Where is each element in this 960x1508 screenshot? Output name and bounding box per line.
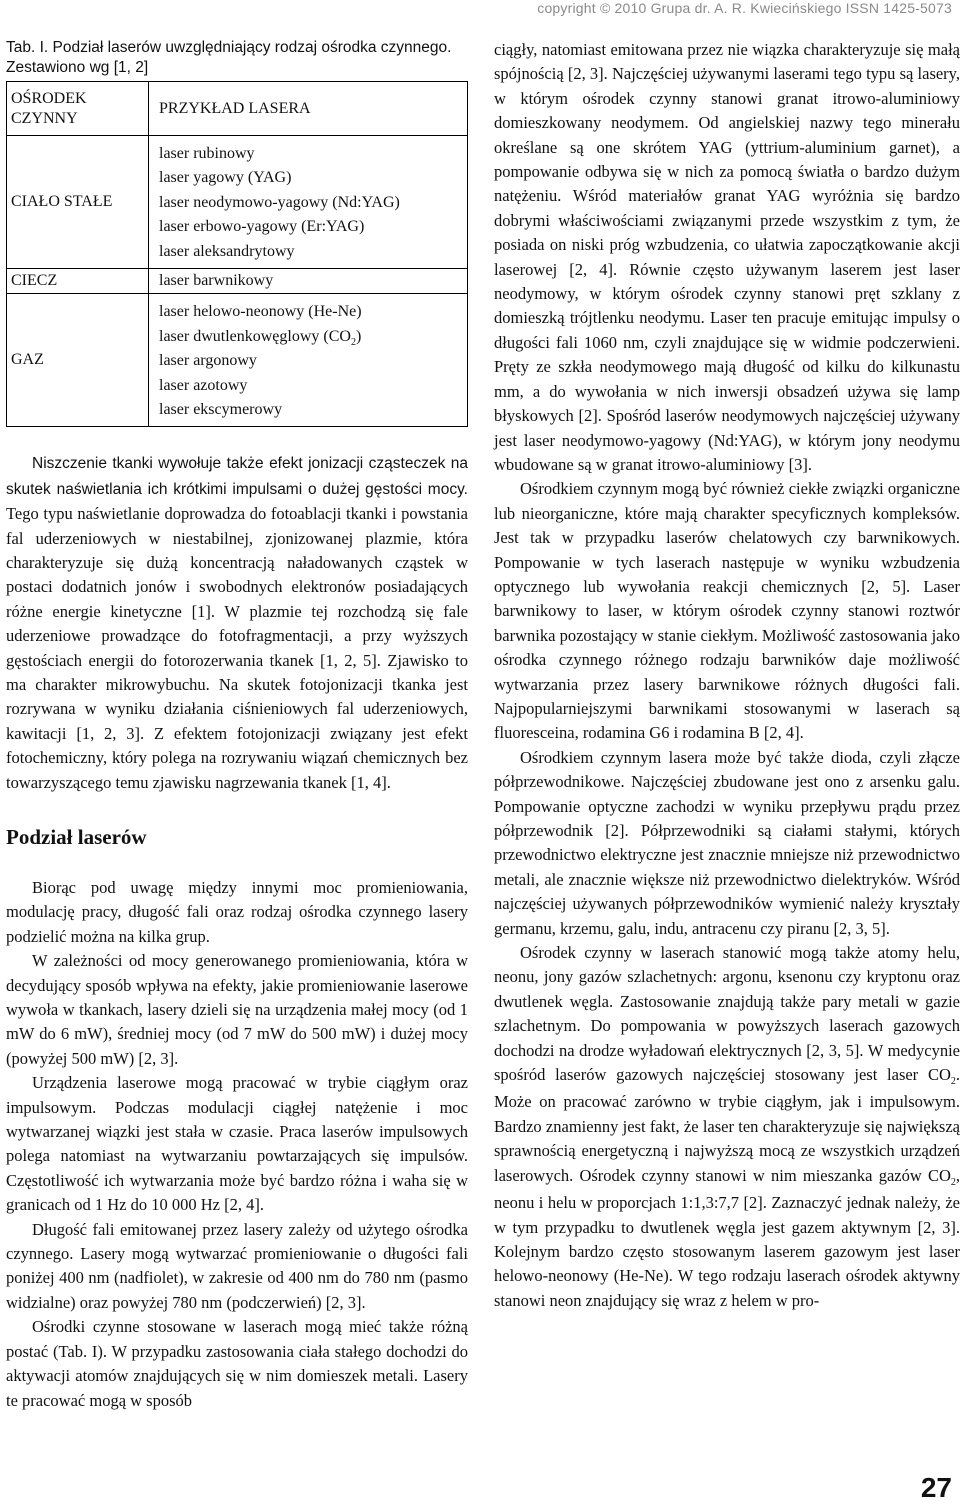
subscript: 2 <box>950 1176 956 1188</box>
subscript: 2 <box>350 336 356 348</box>
body-paragraph: Ośrodkiem czynnym lasera może być także dioda, czyli złącze półprzewodnikowe. Najczęściej zbudowane jest ono z arsenku galu. Pompowanie optyczne zachodzi w wyniku przepływu prądu przez półprzewodnik [2]. Półprzewodniki są ciałami stałymi, których przewodnictwo elektryczne jest znacznie mniejsze niż przewodnictwo metali, ale znacznie większe niż przewodnictwo dielektryków. Wśród najczęściej używanych półprzewodników wymienić należy kryształy germanu, krzemu, galu, indu, antracenu czy piranu [2, 3, 5]. <box>494 747 960 938</box>
table-header-example: PRZYKŁAD LASERA <box>149 82 468 136</box>
body-paragraph: ciągły, natomiast emitowana przez nie wiązka charakteryzuje się małą spójnością [2, 3]. Najczęściej używanymi laserami tego typu są lasery, w którym ośrodek czynny stanowi granat itrowo-aluminiowy domieszkowany neodymem. Od angielskiej nazwy tego minerału określane są one skrótem YAG (yttrium-aluminium garnet), a pompowanie odbywa się w nich za pomocą światła o bardzo dużym natężeniu. Wśród materiałów granat YAG wyróżnia się bardzo dobrymi właściwościami związanymi przede wszystkim z tym, że posiada on niski próg wzbudzenia, co ułatwia zapoczątkowanie akcji laserowej [2, 4]. Równie często używanym laserem jest laser neodymowy, w którym ośrodek czynny stanowi pręt szklany z domieszką trójtlenku neodymu. Laser ten pracuje emitując impulsy o długości fali 1060 nm, czyli znajdujące się w widmie podczerwieni. Pręty ze szkła neodymowego mają długość od kilku do kilkunastu mm, a do wywołania w nich inwersji obsadzeń używa się lamp błyskowych [2]. Spośród laserów neodymowych najczęściej używany jest laser neodymowo-yagowy (Nd:YAG), w którym jony neodymu wbudowane są w granat itrowo-aluminiowy [3]. <box>494 40 960 474</box>
section-heading: Podział laserów <box>6 824 147 849</box>
body-paragraph <box>494 941 960 1313</box>
table-example-text: laser dwutlenkowęglowy (CO <box>159 327 351 345</box>
body-paragraph: W zależności od mocy generowanego promieniowania, która w decydujący sposób wpływa na efekty, jakie promieniowanie laserowe wywoła w tkankach, lasery dzieli się na urządzenia małej mocy (od 1 mW do 6 mW), średniej mocy (od 7 mW do 500 mW) i dużej mocy (powyżej 500 mW) [2, 3]. <box>6 951 468 1068</box>
body-text: Ośrodek czynny w laserach stanowić mogą także atomy helu, neonu, jony gazów szlachetnych: argonu, ksenonu czy kryptonu oraz dwutlenek węgla. Zastosowanie znajdują także pary metali w gazie szlachetnym. Do pompowania w powyższych laserach gazowych dochodzi na drodze wyładowań elektrycznych [2, 3, 5]. W medycynie spośród laserów gazowych najczęściej stosowany jest laser CO <box>494 943 960 1085</box>
table-row <box>7 294 468 427</box>
table-example: laser barwnikowy <box>159 271 274 289</box>
table-example: laser neodymowo-yagowy (Nd:YAG) <box>159 193 400 211</box>
body-paragraph: Ośrodki czynne stosowane w laserach mogą mieć także różną postać (Tab. I). W przypadku zastosowania ciała stałego dochodzi do aktywacji atomów znajdujących się w nim domieszek metali. Lasery te pracować mogą w sposób <box>6 1317 468 1410</box>
table-example: laser argonowy <box>159 352 257 370</box>
table-cell-examples <box>149 136 468 269</box>
right-column <box>494 38 960 1313</box>
subscript: 2 <box>950 1076 956 1088</box>
table-example: laser aleksandrytowy <box>159 242 295 260</box>
left-column <box>6 38 468 1413</box>
body-text: . Może on pracować zarówno w trybie ciągłym, jak i impulsowym. Bardzo znamienny jest fakt, że laser ten charakteryzuje się największą sprawnością energetyczną i najwyższą mocą ze wszystkich urządzeń laserowych. Ośrodek czynny stanowi w nim mieszanka gazów CO <box>494 1065 960 1185</box>
table-example: laser yagowy (YAG) <box>159 169 292 187</box>
body-text: Tego typu naświetlanie doprowadza do fotoablacji tkanki i powstania fal uderzeniowych w niestabilnej, zjonizowanej plazmie, która charakteryzuje się dużą koncentracją naładowanych cząstek w postaci dodatnich jonów i swobodnych elektronów posiadających różne energie kinetyczne [1]. W plazmie tej rozchodzą się fale uderzeniowe prowadzące do fotofragmentacji, a przy wyższych gęstościach energii do fotorozerwania tkanek [1, 2, 5]. Zjawisko to ma charakter mikrowybuchu. Na skutek fotojonizacji tkanka jest rozrywana w wyniku działania ciśnieniowych fal uderzeniowych, kawitacji [1, 2, 3]. Z efektem fotojonizacji związany jest efekt fotochemiczny, który polega na rozrywaniu wiązań chemicznych bez towarzyszącego temu zjawisku nagrzewania tkanek [1, 4]. <box>6 504 468 792</box>
laser-table <box>6 81 468 427</box>
body-text-sans: Niszczenie tkanki wywołuje także efekt jonizacji cząsteczek na skutek naświetlania ich krótkimi impulsami o dużej gęstości mocy. <box>6 455 468 498</box>
body-paragraph: Urządzenia laserowe mogą pracować w trybie ciągłym oraz impulsowym. Podczas modulacji ciągłej natężenie i moc wytwarzanej wiązki jest stała w czasie. Praca laserów impulsowych polega natomiast na wytwarzaniu powtarzających się impulsów. Częstotliwość ich wytwarzania może być bardzo różna i waha się w granicach od 1 Hz do 10 000 Hz [2, 4]. <box>6 1073 468 1215</box>
table-header-row <box>7 82 468 136</box>
table-cell-medium: GAZ <box>7 294 149 427</box>
body-paragraph: Długość fali emitowanej przez lasery zależy od użytego ośrodka czynnego. Lasery mogą wytwarzać promieniowanie o długości fali poniżej 400 nm (nadfiolet), w zakresie od 400 nm do 780 nm (pasmo widzialne) oraz powyżej 780 nm (podczerwień) [2, 3]. <box>6 1219 468 1312</box>
table-cell-examples <box>149 268 468 293</box>
table-cell-medium: CIAŁO STAŁE <box>7 136 149 269</box>
table-example: laser ekscymerowy <box>159 400 283 418</box>
table-row <box>7 136 468 269</box>
body-paragraph: Biorąc pod uwagę między innymi moc promieniowania, modulację pracy, długość fali oraz rodzaj ośrodka czynnego lasery podzielić można na kilka grup. <box>6 877 468 946</box>
body-text: , neonu i helu w proporcjach 1:1,3:7,7 [2]. Zaznaczyć jednak należy, że w tym przypadku to dwutlenek węgla jest gazem aktywnym [2, 3]. Kolejnym bardzo często stosowanym laserem gazowym jest laser helowo-neonowy (He-Ne). W tego rodzaju laserach ośrodek aktywny stanowi neon znajdujący się wraz z helem w pro- <box>494 1165 960 1310</box>
table-example: laser rubinowy <box>159 145 255 162</box>
table-example: laser erbowo-yagowy (Er:YAG) <box>159 218 365 236</box>
table-caption: Tab. I. Podział laserów uwzględniający rodzaj ośrodka czynnego. Zestawiono wg [1, 2] <box>6 39 452 76</box>
table-row <box>7 268 468 293</box>
table-cell-examples <box>149 294 468 427</box>
table-header-medium: OŚRODEK CZYNNY <box>7 82 149 136</box>
body-paragraph <box>6 451 468 795</box>
table-example <box>159 325 457 349</box>
table-cell-medium: CIECZ <box>7 268 149 293</box>
page-number: 27 <box>920 1472 952 1503</box>
copyright-notice: copyright © 2010 Grupa dr. A. R. Kwiecińskiego ISSN 1425-5073 <box>537 0 952 16</box>
table-example: laser helowo-neonowy (He-Ne) <box>159 303 362 321</box>
table-example-text: ) <box>355 327 362 345</box>
body-paragraph: Ośrodkiem czynnym mogą być również ciekłe związki organiczne lub nieorganiczne, które mają charakter specyficznych kompleksów. Jest tak w przypadku laserów chelatowych czy barwnikowych. Pompowanie w tych laserach następuje w wyniku wzbudzenia optycznego lub wywołania reakcji chemicznych [2, 5]. Laser barwnikowy to laser, w którym ośrodek czynny stanowi roztwór barwnika pozostający w stanie ciekłym. Możliwość zastosowania jako ośrodka czynnego różnego rodzaju barwników daje możliwość wytwarzania przez lasery barwnikowe różnych długości fali. Najpopularniejszymi barwnikami stosowanymi w laserach są fluoresceina, rodamina G6 i rodamina B [2, 4]. <box>494 479 960 743</box>
table-example: laser azotowy <box>159 376 248 394</box>
